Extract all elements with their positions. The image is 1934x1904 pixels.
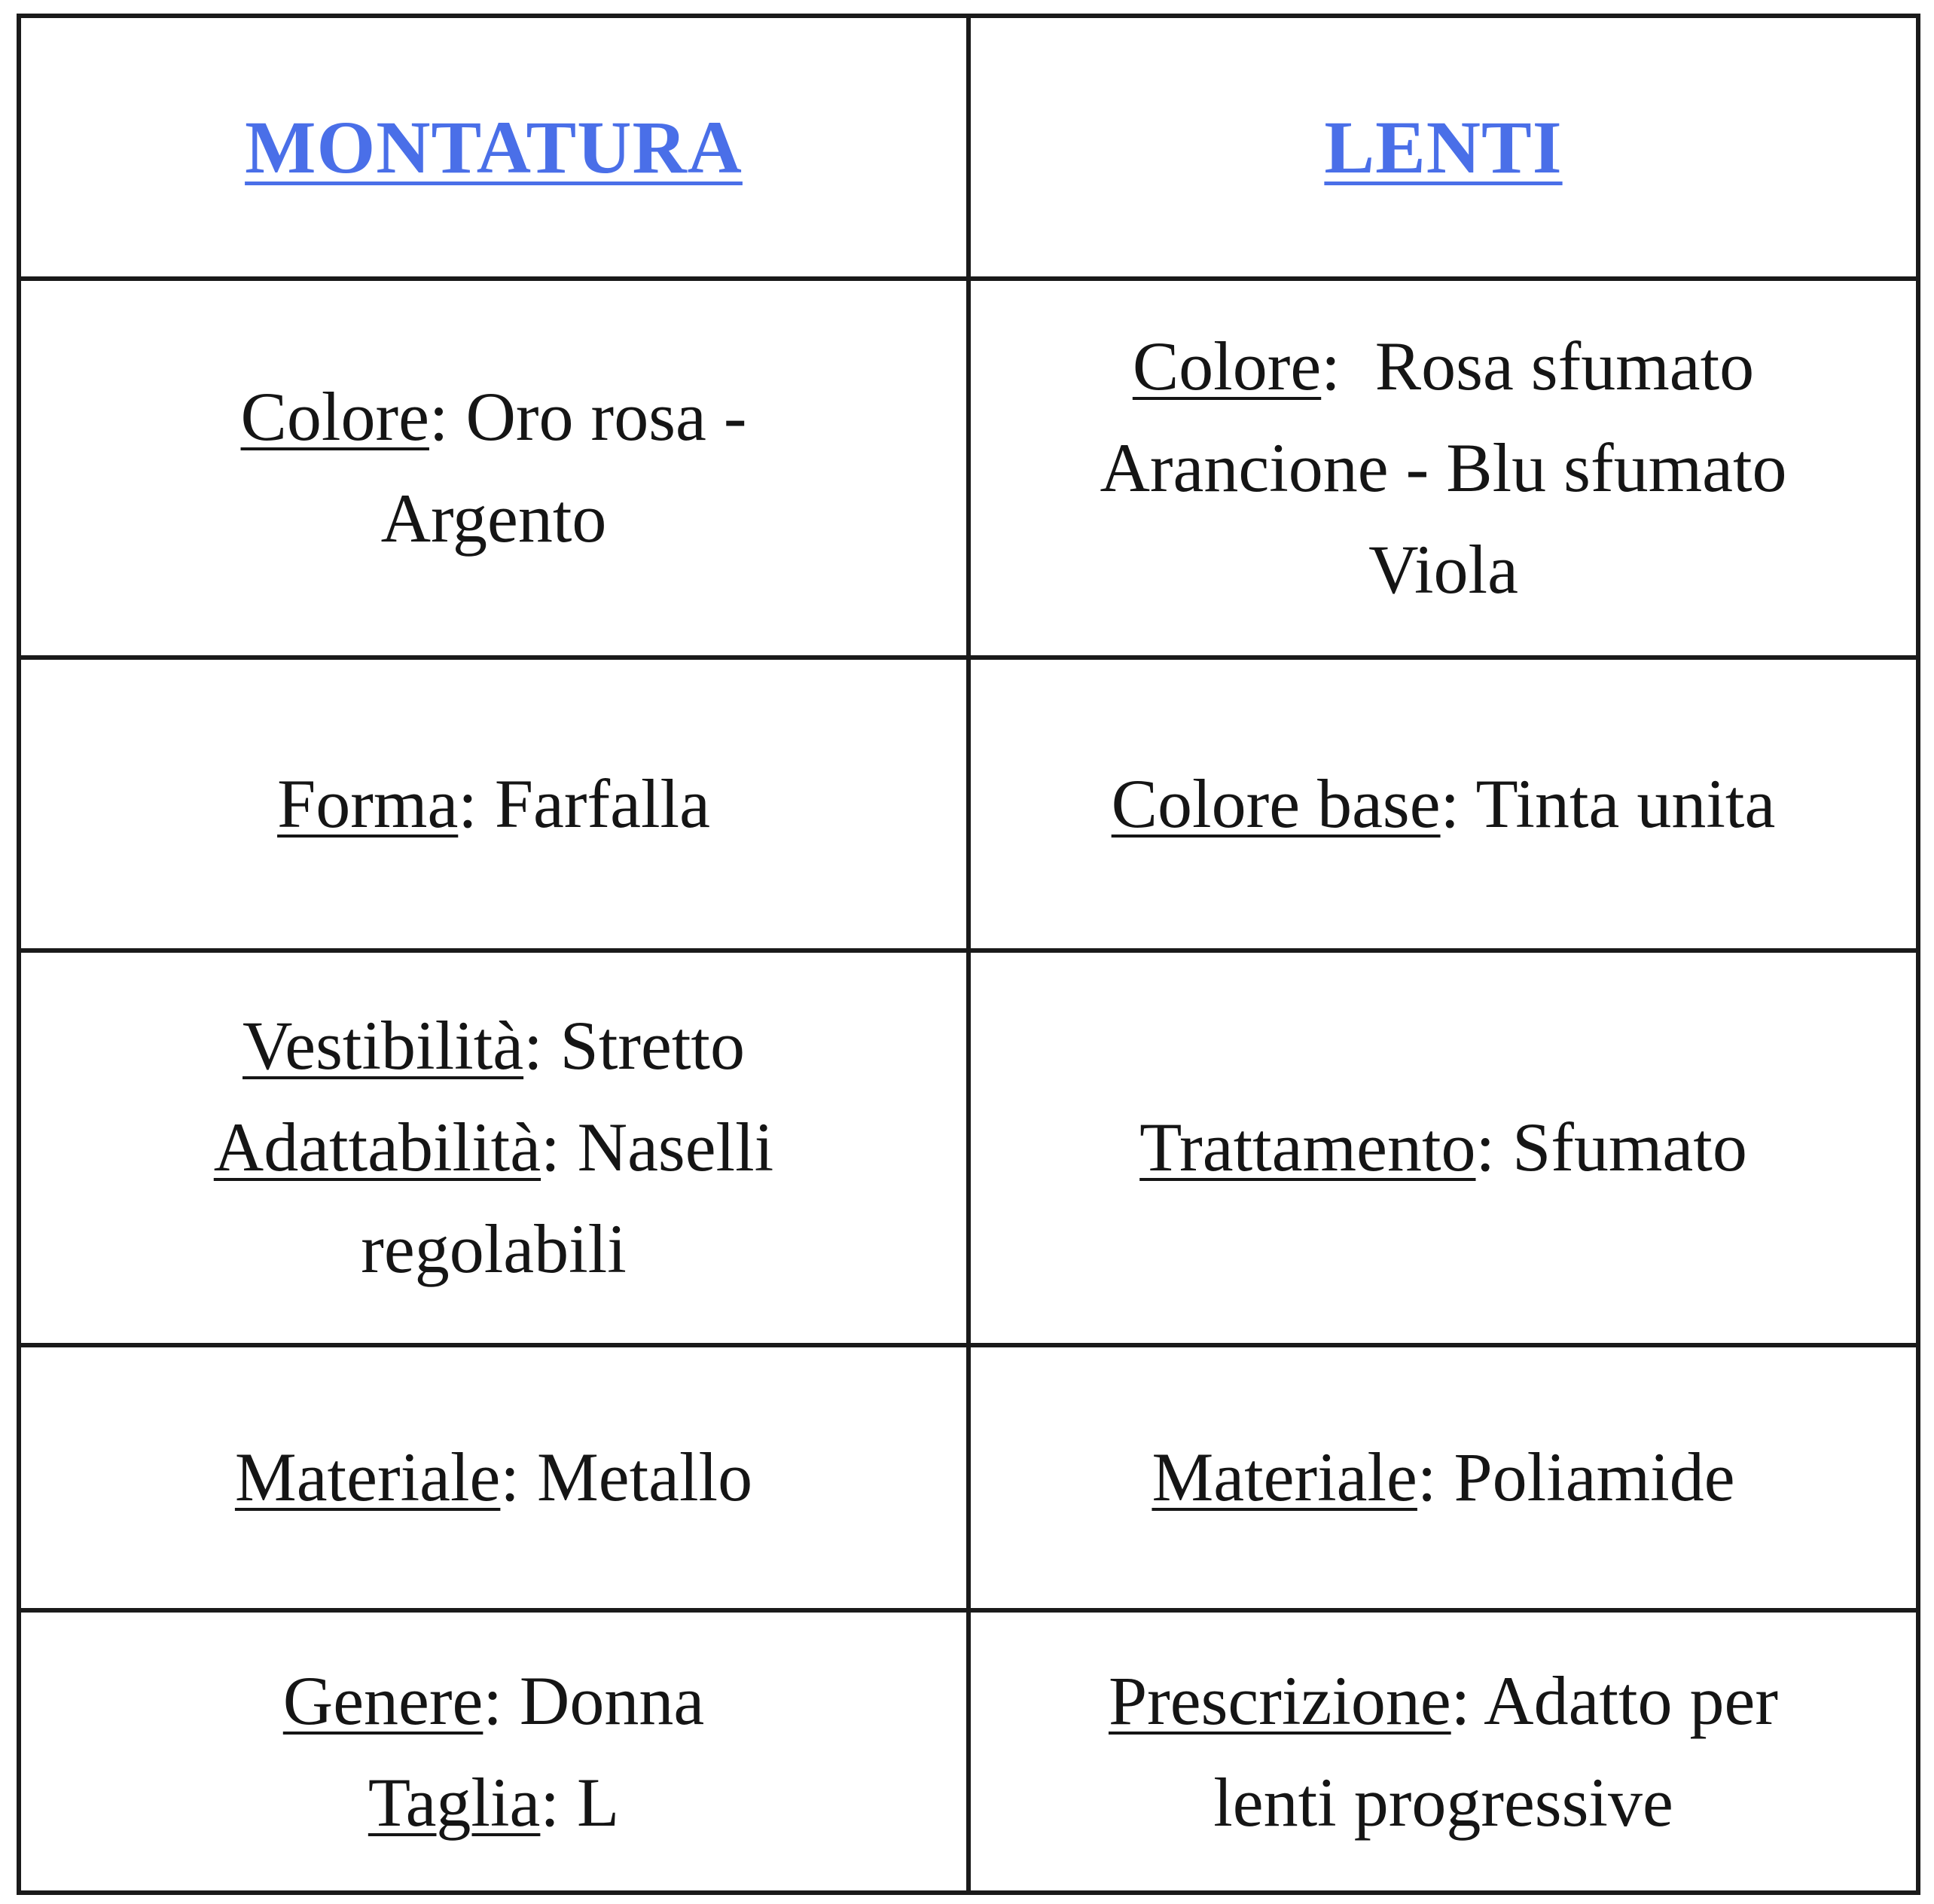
lens-prescription-cell bbox=[969, 1610, 1918, 1893]
frame-size-label: Taglia bbox=[368, 1763, 541, 1841]
frame-material-cell: Materiale: Metallo bbox=[19, 1345, 969, 1611]
lens-color-value-cont-2: Viola bbox=[1368, 530, 1518, 608]
lens-color-cell bbox=[969, 279, 1918, 658]
lenti-link[interactable]: LENTI bbox=[1324, 105, 1563, 189]
frame-shape-label: Forma bbox=[277, 765, 459, 843]
frame-size-line: Taglia: L bbox=[368, 1763, 620, 1841]
frame-material-label: Materiale bbox=[234, 1439, 501, 1516]
frame-color-line: Colore: Oro rosa - bbox=[240, 378, 747, 456]
lens-material-label: Materiale bbox=[1152, 1439, 1417, 1516]
frame-color-value-cont: Argento bbox=[380, 480, 607, 557]
frame-gender-line: Genere: Donna bbox=[282, 1661, 705, 1739]
frame-material-value: Metallo bbox=[536, 1439, 753, 1516]
lens-color-line: Colore: Rosa sfumato bbox=[1132, 327, 1755, 404]
table-row bbox=[19, 1610, 1918, 1893]
montatura-link[interactable]: MONTATURA bbox=[245, 105, 743, 189]
lens-treatment-cell: Trattamento: Sfumato bbox=[969, 950, 1918, 1345]
frame-adaptability-line: Adattabilità: Naselli bbox=[213, 1109, 774, 1186]
lens-prescription-value: Adatto per bbox=[1484, 1661, 1779, 1739]
frame-shape-cell: Forma: Farfalla bbox=[19, 658, 969, 950]
lens-base-color-value: Tinta unita bbox=[1475, 765, 1776, 843]
frame-gender-cell bbox=[19, 1610, 969, 1893]
lens-material-value: Poliamide bbox=[1454, 1439, 1735, 1516]
frame-color-value: Oro rosa - bbox=[465, 378, 747, 456]
lens-treatment-value: Sfumato bbox=[1512, 1109, 1747, 1186]
lens-material-cell: Materiale: Poliamide bbox=[969, 1345, 1918, 1611]
frame-color-cell bbox=[19, 279, 969, 658]
lens-base-color-cell: Colore base: Tinta unita bbox=[969, 658, 1918, 950]
table-row bbox=[19, 1345, 1918, 1611]
table-row bbox=[19, 658, 1918, 950]
frame-shape-value: Farfalla bbox=[494, 765, 710, 843]
frame-fit-line: Vestibilità: Stretto bbox=[243, 1007, 745, 1085]
lens-prescription-label: Prescrizione bbox=[1108, 1661, 1451, 1739]
frame-gender-label: Genere bbox=[282, 1661, 484, 1739]
header-cell-montatura bbox=[19, 16, 969, 279]
table-row bbox=[19, 950, 1918, 1345]
table-row bbox=[19, 279, 1918, 658]
lens-color-value: Rosa sfumato bbox=[1374, 327, 1755, 404]
lens-prescription-value-cont: lenti progressive bbox=[1213, 1763, 1673, 1841]
spec-table bbox=[17, 14, 1920, 1895]
lens-prescription-line: Prescrizione: Adatto per bbox=[1108, 1661, 1779, 1739]
header-cell-lenti bbox=[969, 16, 1918, 279]
frame-fit-value: Stretto bbox=[560, 1007, 745, 1085]
frame-color-label: Colore bbox=[240, 378, 429, 456]
frame-size-value: L bbox=[576, 1763, 620, 1841]
lens-base-color-label: Colore base bbox=[1111, 765, 1441, 843]
frame-adaptability-value: Naselli bbox=[577, 1109, 774, 1186]
frame-adaptability-label: Adattabilità bbox=[213, 1109, 541, 1186]
frame-fit-cell bbox=[19, 950, 969, 1345]
frame-gender-value: Donna bbox=[519, 1661, 705, 1739]
lens-color-value-cont-1: Arancione - Blu sfumato bbox=[1100, 429, 1787, 506]
frame-fit-label: Vestibilità bbox=[243, 1007, 524, 1085]
lens-color-label: Colore bbox=[1132, 327, 1322, 404]
lens-treatment-label: Trattamento bbox=[1139, 1109, 1476, 1186]
frame-adaptability-value-cont: regolabili bbox=[361, 1210, 627, 1288]
header-row bbox=[19, 16, 1918, 279]
